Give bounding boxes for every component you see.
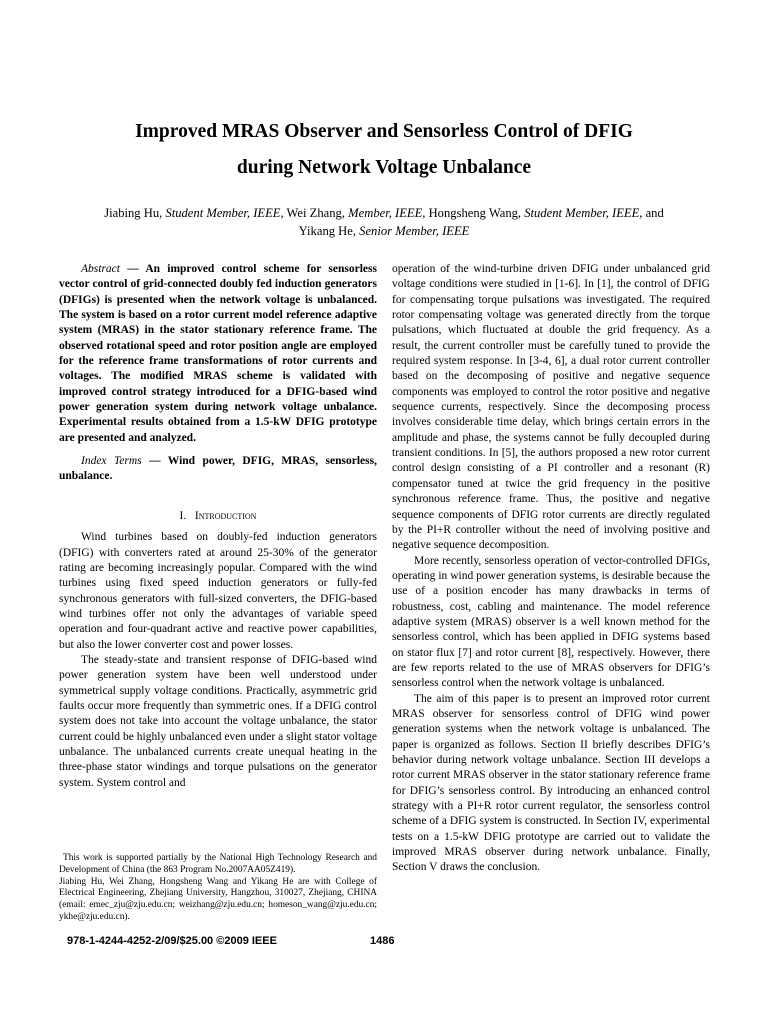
abstract xyxy=(59,262,377,446)
index-terms-text: — Wind power, DFIG, MRAS, sensorless, unbalance. xyxy=(59,455,377,483)
author-2-role: Member, IEEE xyxy=(348,206,423,220)
abstract-lead: Abstract xyxy=(81,263,120,275)
section-heading-introduction xyxy=(59,509,377,524)
title-line-1: Improved MRAS Observer and Sensorless Control of DFIG xyxy=(135,121,633,142)
author-list xyxy=(90,204,678,240)
author-3-name: , Hongsheng Wang, xyxy=(422,206,525,220)
author-2-name: , Wei Zhang, xyxy=(280,206,349,220)
footer-isbn: 978-1-4244-4252-2/09/$25.00 ©2009 IEEE xyxy=(67,935,277,947)
author-4-role: Senior Member, IEEE xyxy=(359,224,470,238)
author-1-name: Jiabing Hu, xyxy=(104,206,166,220)
paper-title xyxy=(60,114,708,186)
footnote-affiliation: Jiabing Hu, Wei Zhang, Hongsheng Wang and Yikang He are with College of Electrical Engineering, Zhejiang University, Hangzhou, 310027, Zhejiang, CHINA (email: emec_zju@zju.edu.cn; weizhang@zju.edu.cn; homeson_wang@zju.edu.cn; ykhe@zju.edu.cn). xyxy=(59,876,377,922)
index-terms-lead: Index Terms xyxy=(81,455,142,468)
index-terms xyxy=(59,454,377,485)
body-paragraph: Wind turbines based on doubly-fed induction generators (DFIG) with converters rated at around 25-30% of the generator rating are becoming increasingly popular. Compared with the wind turbines using fixed speed induction generators or fully-fed synchronous generators with full-sized converters, the DFIG-based wind turbines offer not only the advantages of variable speed operation and four-quadrant active and reactive power capabilities, but also the lower converter cost and power losses. xyxy=(59,531,377,651)
section-number: I. xyxy=(179,509,187,522)
left-column xyxy=(59,262,377,791)
abstract-text: — An improved control scheme for sensorless vector control of grid-connected doubly fed induction generators (DFIGs) is presented when the network voltage is unbalanced. The system is based on a rotor current model reference adaptive system (MRAS) in the stator stationary reference frame. The observed rotational speed and rotor position angle are employed for the reference frame transformations of rotor currents and voltages. The modified MRAS scheme is validated with improved control strategy introduced for a DFIG-based wind power generation system during network voltage unbalance. Experimental results obtained from a 1.5-kW DFIG prototype are presented and analyzed. xyxy=(59,263,377,444)
page-number: 1486 xyxy=(370,935,395,947)
footnote-funding: This work is supported partially by the National High Technology Research and Development of China (the 863 Program No.2007AA05Z419). xyxy=(59,853,377,875)
title-line-2: during Network Voltage Unbalance xyxy=(236,157,532,178)
body-paragraph: The aim of this paper is to present an improved rotor current MRAS observer for sensorless control of DFIG wind power generation systems when the network voltage is unbalanced. The paper is organized as follows. Section II briefly describes DFIG’s behavior during network voltage unbalance. Section III develops a rotor current MRAS observer in the stator stationary reference frame for DFIG’s sensorless control. By introducing an enhanced control strategy with a PI+R rotor current regulator, the sensorless control scheme of a DFIG system is constructed. In Section IV, experimental tests on a 1.5-kW DFIG prototype are carried out to validate the improved MRAS observer during network unbalance. Finally, Section V draws the conclusion. xyxy=(392,692,710,874)
section-title: Introduction xyxy=(194,509,257,522)
body-paragraph: More recently, sensorless operation of vector-controlled DFIGs, operating in wind power generation systems, is desirable because the use of a position encoder has many drawbacks in terms of robustness, cost, cabling and maintenance. The model reference adaptive system (MRAS) observer is a well known method for the sensorless control, which has been applied in DFIG systems based on stator flux [7] and rotor current [8], respectively. However, there are few reports related to the use of MRAS observers for DFIG’s sensorless control when the network voltage is unbalanced. xyxy=(392,554,710,690)
body-paragraph: The steady-state and transient response of DFIG-based wind power generation system have been well understood under symmetrical supply voltage conditions. Practically, asymmetric grid faults occur more frequently than symmetric ones. If a DFIG control system does not take into account the voltage unbalance, the stator current could be highly unbalanced even under a slight stator voltage unbalance. The unbalanced currents create unequal heating in the three-phase stator windings and torque pulsations on the generator system. System control and xyxy=(59,653,377,789)
right-column xyxy=(392,262,710,876)
author-1-role: Student Member, IEEE xyxy=(165,206,281,220)
author-3-role: Student Member, IEEE xyxy=(524,206,640,220)
body-paragraph: operation of the wind-turbine driven DFIG under unbalanced grid voltage conditions were studied in [1-6]. In [1], the control of DFIG for compensating torque pulsations was investigated. The required rotor compensating voltage was generated directly from the torque pulsations, which fluctuated at double the grid frequency. As a result, the current controller must be carefully tuned to provide the required system response. In [3-4, 6], a dual rotor current controller based on the decomposing of positive and negative sequence components was employed to control the rotor positive and negative sequence currents, respectively. Since the decomposing process involves considerable time delay, which brings certain errors in the amplitude and phase, the systems cannot be fully decoupled during transient conditions. In [5], the authors proposed a new rotor current control design consisting of a PI controller and a resonant (R) compensator tuned at twice the grid frequency in the positive synchronous reference frame. Thus, the positive and negative sequence components of DFIG rotor currents are directly regulated by the PI+R controller without the need of involving positive and negative sequence decomposition. xyxy=(392,263,710,552)
author-4-name: , and Yikang He, xyxy=(298,206,664,238)
footnote xyxy=(59,853,377,924)
